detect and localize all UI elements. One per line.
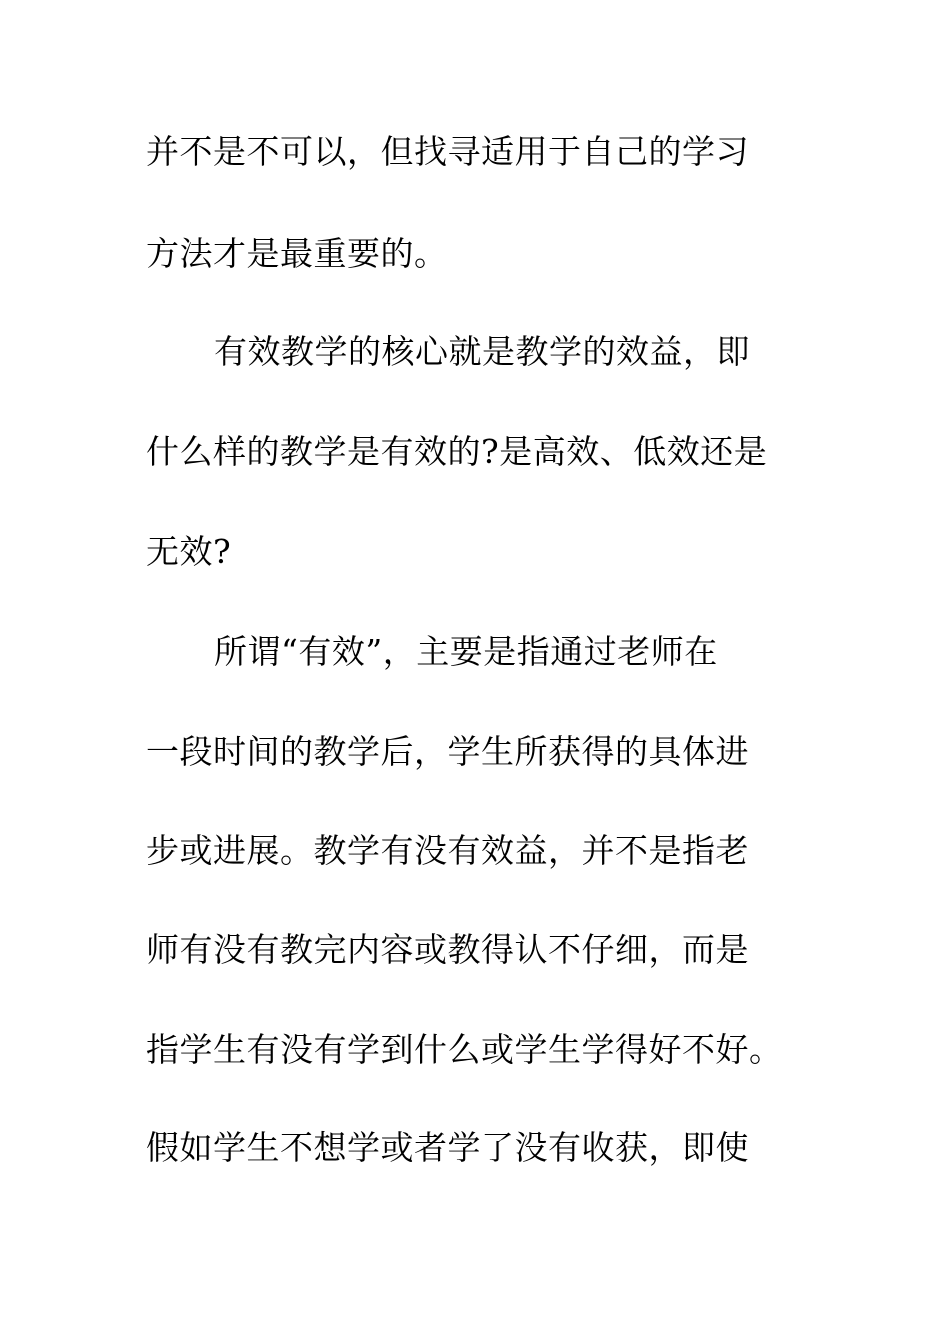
text-line: 指学生有没有学到什么或学生学得好不好。	[146, 1030, 783, 1069]
text-line: 并不是不可以，但找寻适用于自己的学习	[146, 132, 749, 171]
text-line: 什么样的教学是有效的?是高效、低效还是	[146, 432, 768, 471]
text-line: 方法才是最重要的。	[146, 234, 448, 273]
text-line: 步或进展。教学有没有效益，并不是指老	[146, 831, 749, 870]
text-line: 无效?	[146, 532, 232, 571]
text-line: 假如学生不想学或者学了没有收获，即使	[146, 1128, 749, 1167]
paragraph-start-line: 所谓“有效”，主要是指通过老师在	[214, 632, 718, 671]
paragraph-start-line: 有效教学的核心就是教学的效益，即	[214, 332, 750, 371]
text-line: 一段时间的教学后，学生所获得的具体进	[146, 732, 749, 771]
text-line: 师有没有教完内容或教得认不仔细，而是	[146, 930, 749, 969]
